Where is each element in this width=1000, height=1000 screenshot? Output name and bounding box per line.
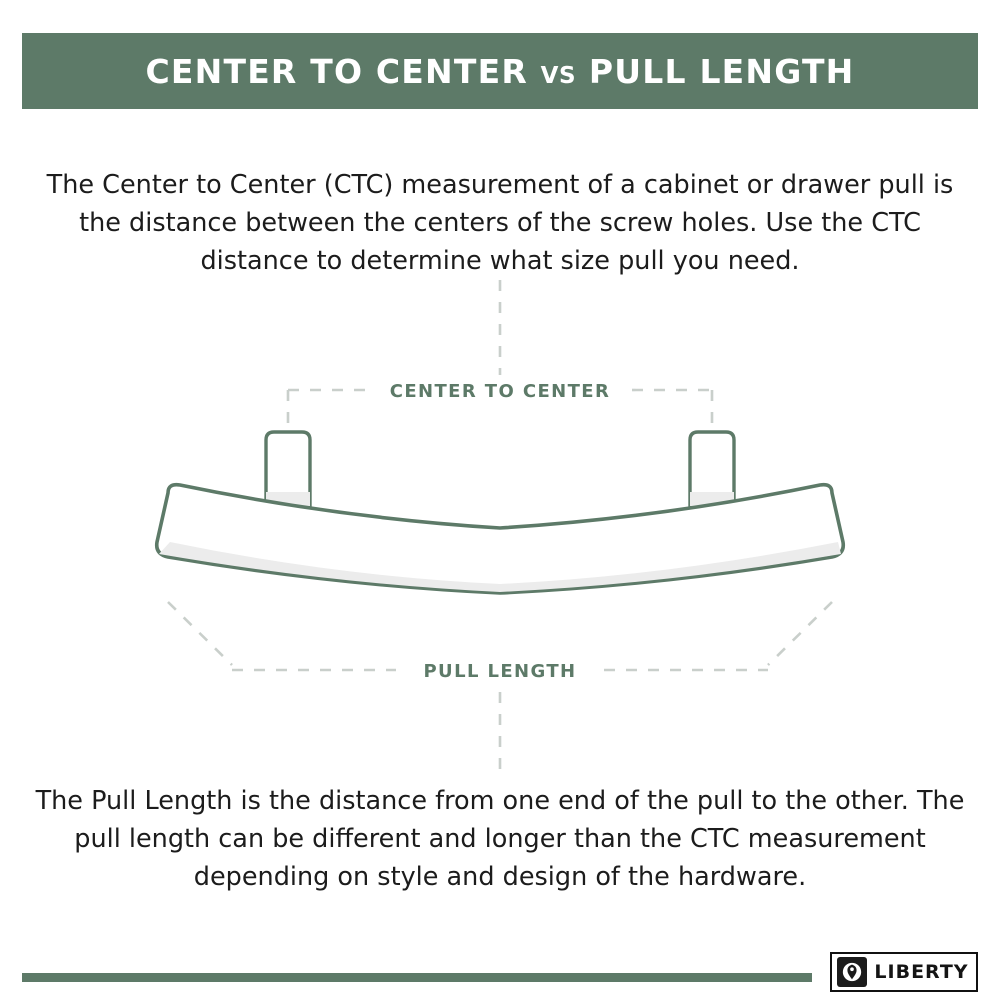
liberty-emblem-icon xyxy=(837,957,867,987)
header-banner xyxy=(22,33,978,109)
pull-diagram-svg xyxy=(0,280,1000,770)
bottom-description-text: The Pull Length is the distance from one end of the pull to the other. The pull length can be different and longer than the CTC measurement depending on style and design of the hardware. xyxy=(35,786,965,892)
title-vs: VS xyxy=(540,62,577,89)
brand-name: LIBERTY xyxy=(874,961,969,983)
title-part-two: PULL LENGTH xyxy=(588,51,855,91)
ctc-label: CENTER TO CENTER xyxy=(389,381,611,402)
pull-diagram xyxy=(0,280,1000,770)
footer-rule xyxy=(22,973,812,982)
page-title xyxy=(146,52,855,91)
ctc-dimension-lines xyxy=(288,280,712,455)
pull-length-dimension-lines xyxy=(168,602,832,770)
pull-length-label: PULL LENGTH xyxy=(423,661,577,682)
brand-logo xyxy=(830,952,978,992)
pull-bar-body xyxy=(157,485,844,593)
top-description-text: The Center to Center (CTC) measurement of a cabinet or drawer pull is the distance between the centers of the screw holes. Use the CTC distance to determine what size pull you need. xyxy=(46,170,954,276)
title-part-one: CENTER TO CENTER xyxy=(145,51,528,91)
